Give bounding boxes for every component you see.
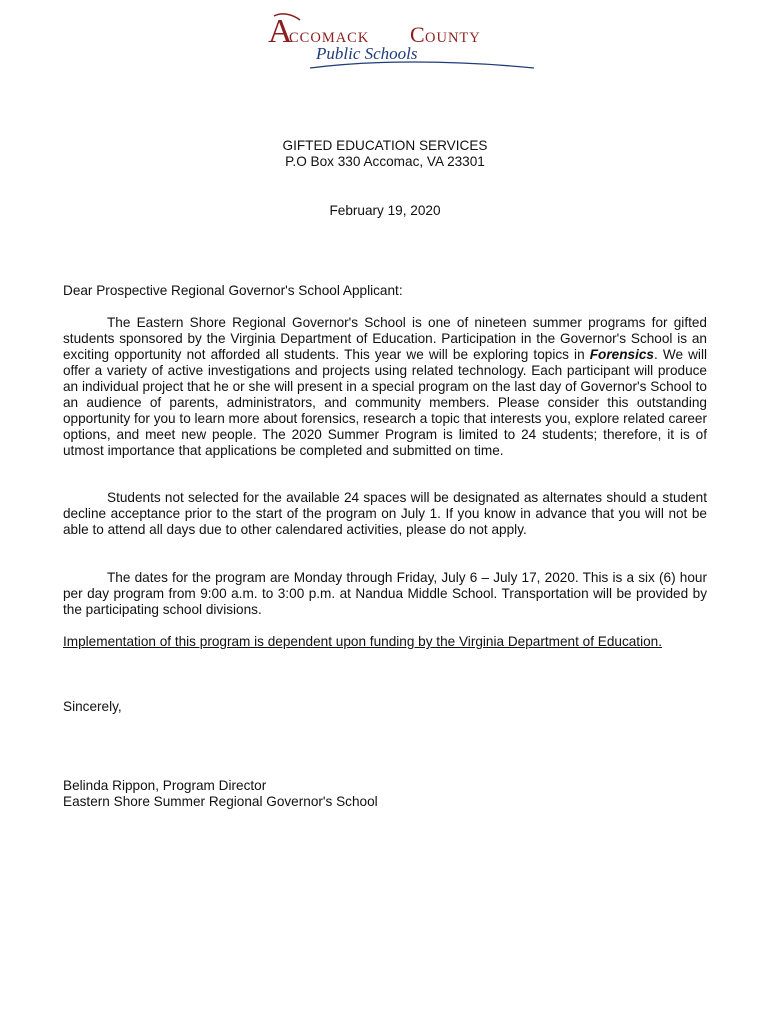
funding-notice: Implementation of this program is dependent upon funding by the Virginia Department of Education. — [63, 634, 663, 649]
logo-name-part1: CCOMACK — [289, 30, 370, 46]
logo-initial-c: C — [410, 22, 425, 47]
logo-name-part2: OUNTY — [425, 30, 481, 46]
signature-organization: Eastern Shore Summer Regional Governor's School — [63, 794, 378, 809]
letter-date: February 19, 2020 — [329, 203, 441, 218]
office-address: P.O Box 330 Accomac, VA 23301 — [285, 154, 485, 169]
office-name: GIFTED EDUCATION SERVICES — [282, 138, 488, 153]
paragraph-1 — [63, 315, 707, 459]
salutation: Dear Prospective Regional Governor's School Applicant: — [63, 283, 403, 298]
paragraph-1-text-b: . We will offer a variety of active investigations and projects using related technology. Each participant will produce an individual project that he or she will present in a special program on the last day of Governor's School to an audience of parents, administrators, and community members. Please consider this outstanding opportunity for you to learn more about forensics, research a topic that interests you, explore related career options, and meet new people. The 2020 Summer Program is limited to 24 students; therefore, it is of utmost importance that applications be completed and submitted on time. — [63, 347, 707, 458]
paragraph-3: The dates for the program are Monday through Friday, July 6 – July 17, 2020. This is a six (6) hour per day program from 9:00 a.m. to 3:00 p.m. at Nandua Middle School. Transportation will be provided by the participating school divisions. — [63, 570, 707, 617]
logo-graphic — [262, 10, 538, 74]
logo-subtitle: Public Schools — [316, 44, 418, 63]
signature-name: Belinda Rippon, Program Director — [63, 778, 267, 793]
paragraph-2: Students not selected for the available 24 spaces will be designated as alternates should a student decline acceptance prior to the start of the program on July 1. If you know in advance that you will not be able to attend all days due to other calendared activities, please do not apply. — [63, 490, 707, 537]
forensics-emphasis: Forensics — [589, 347, 654, 362]
paragraph-1-text-a: The Eastern Shore Regional Governor's School is one of nineteen summer programs for gifted students sponsored by the Virginia Department of Education. Participation in the Governor's School is an exciting opportunity not afforded all students. This year we will be exploring topics in — [63, 315, 707, 362]
district-logo — [262, 10, 538, 74]
logo-initial-a: A — [268, 13, 293, 50]
closing: Sincerely, — [63, 699, 122, 714]
